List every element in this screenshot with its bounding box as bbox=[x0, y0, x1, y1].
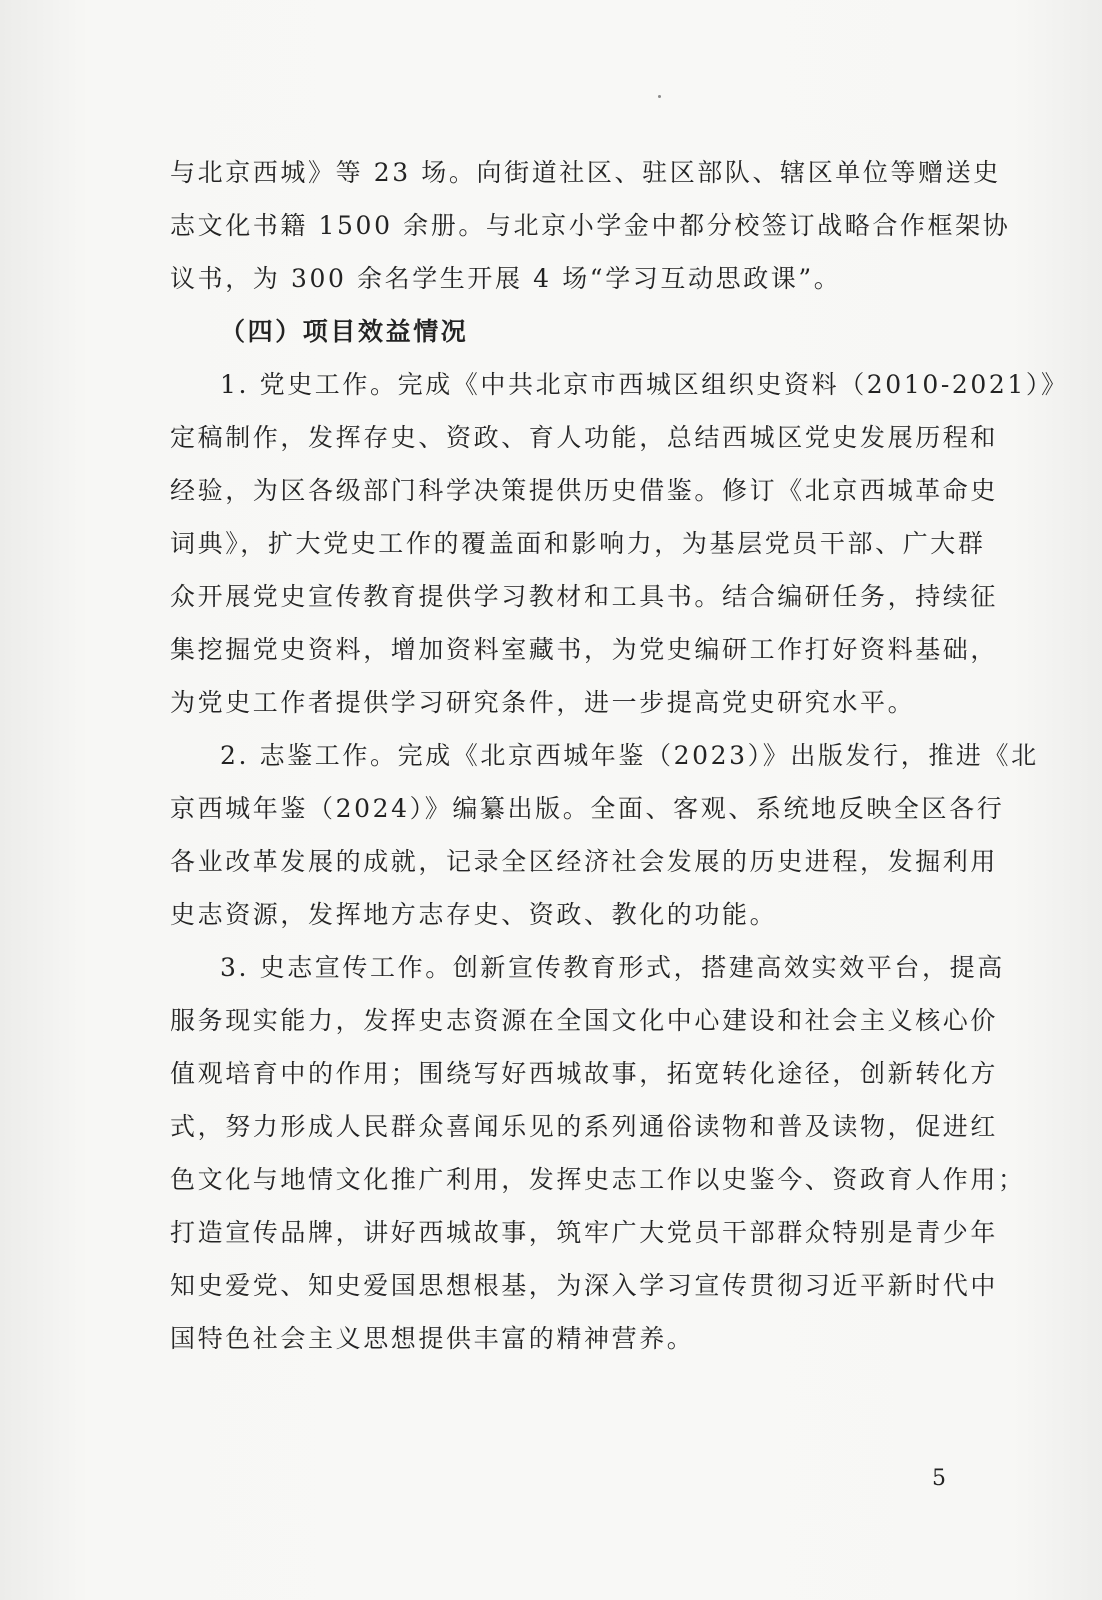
body-line: 值观培育中的作用；围绕写好西城故事，拓宽转化途径，创新转化方 bbox=[170, 1059, 999, 1088]
body-line: 为党史工作者提供学习研究条件，进一步提高党史研究水平。 bbox=[170, 688, 916, 717]
paragraph-3-start: 3. 史志宣传工作。创新宣传教育形式，搭建高效实效平台，提高 bbox=[220, 953, 1005, 982]
body-line: 打造宣传品牌，讲好西城故事，筑牢广大党员干部群众特别是青少年 bbox=[170, 1218, 999, 1247]
document-body bbox=[170, 146, 1069, 1365]
section-heading: （四）项目效益情况 bbox=[220, 317, 469, 346]
body-line: 式，努力形成人民群众喜闻乐见的系列通俗读物和普及读物，促进红 bbox=[170, 1112, 999, 1141]
body-line: 史志资源，发挥地方志存史、资政、教化的功能。 bbox=[170, 900, 778, 929]
body-line: 志文化书籍 1500 余册。与北京小学金中都分校签订战略合作框架协 bbox=[170, 211, 1011, 240]
body-line: 知史爱党、知史爱国思想根基，为深入学习宣传贯彻习近平新时代中 bbox=[170, 1271, 999, 1300]
body-line: 色文化与地情文化推广利用，发挥史志工作以史鉴今、资政育人作用； bbox=[170, 1165, 1026, 1194]
page-number: 5 bbox=[932, 1466, 946, 1491]
body-line: 服务现实能力，发挥史志资源在全国文化中心建设和社会主义核心价 bbox=[170, 1006, 999, 1035]
paragraph-1-start: 1. 党史工作。完成《中共北京市西城区组织史资料（2010-2021）》 bbox=[220, 370, 1069, 399]
scan-speck bbox=[658, 95, 661, 98]
body-line: 议书，为 300 余名学生开展 4 场“学习互动思政课”。 bbox=[170, 264, 842, 293]
body-line: 定稿制作，发挥存史、资政、育人功能，总结西城区党史发展历程和 bbox=[170, 423, 999, 452]
body-line: 京西城年鉴（2024）》编纂出版。全面、客观、系统地反映全区各行 bbox=[170, 794, 1005, 823]
body-line: 词典》，扩大党史工作的覆盖面和影响力，为基层党员干部、广大群 bbox=[170, 529, 986, 558]
body-line: 集挖掘党史资料，增加资料室藏书，为党史编研工作打好资料基础， bbox=[170, 635, 999, 664]
body-line: 各业改革发展的成就，记录全区经济社会发展的历史进程，发掘利用 bbox=[170, 847, 999, 876]
body-line: 经验，为区各级部门科学决策提供历史借鉴。修订《北京西城革命史 bbox=[170, 476, 999, 505]
body-line: 众开展党史宣传教育提供学习教材和工具书。结合编研任务，持续征 bbox=[170, 582, 999, 611]
paragraph-2-start: 2. 志鉴工作。完成《北京西城年鉴（2023）》出版发行，推进《北 bbox=[220, 741, 1039, 770]
body-line: 与北京西城》等 23 场。向街道社区、驻区部队、辖区单位等赠送史 bbox=[170, 158, 1001, 187]
body-line: 国特色社会主义思想提供丰富的精神营养。 bbox=[170, 1324, 695, 1353]
